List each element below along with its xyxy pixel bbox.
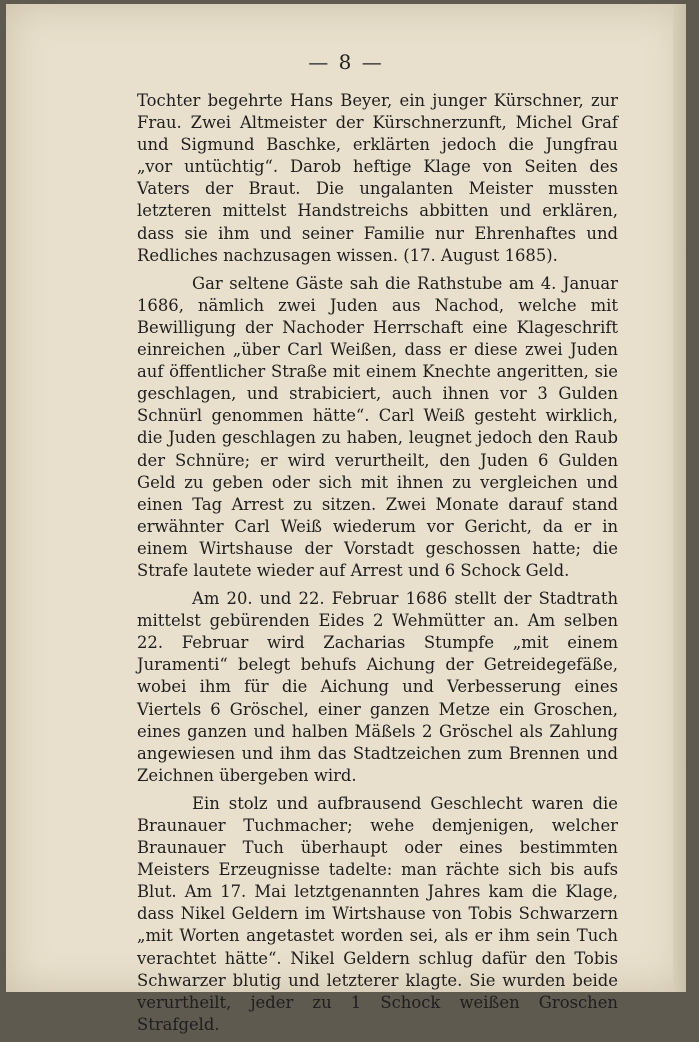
book-page <box>6 4 686 1034</box>
page-edge <box>673 4 686 992</box>
page-number: — 8 — <box>308 50 384 74</box>
paragraph-1: Tochter begehrte Hans Beyer, ein junger Kürschner, zur Frau. Zwei Altmeister der Kürschnerzunft, Michel Graf und Sigmund Baschke, erklärten jedoch die Jungfrau „vor untüchtig“. Darob heftige Klage von Seiten des Vaters der Braut. Die ungalanten Meister mussten letzteren mittelst Handstreichs abbitten und erklären, dass sie ihm und seiner Familie nur Ehrenhaftes und Redliches nachzusagen wissen. (17. August 1685). <box>137 91 618 265</box>
paragraph-2: Gar seltene Gäste sah die Rathstube am 4. Januar 1686, nämlich zwei Juden aus Nachod, welche mit Bewilligung der Nachoder Herrschaft eine Klageschrift einreichen „über Carl Weißen, dass er diese zwei Juden auf öffentlicher Straße mit einem Knechte angeritten, sie geschlagen, und strabiciert, auch ihnen vor 3 Gulden Schnürl genommen hätte“. Carl Weiß gesteht wirklich, die Juden geschlagen zu haben, leugnet jedoch den Raub der Schnüre; er wird verurtheilt, den Juden 6 Gulden Geld zu geben oder sich mit ihnen zu vergleichen und einen Tag Arrest zu sitzen. Zwei Monate darauf stand erwähnter Carl Weiß wiederum vor Gericht, da er in einem Wirtshause der Vorstadt geschossen hatte; die Strafe lautete wieder auf Arrest und 6 Schock Geld. <box>137 273 618 580</box>
paragraph-3: Am 20. und 22. Februar 1686 stellt der Stadtrath mittelst gebürenden Eides 2 Wehmütter an. Am selben 22. Februar wird Zacharias Stumpfe „mit einem Juramenti“ belegt behufs Aichung der Getreidegefäße, wobei ihm für die Aichung und Verbesserung eines Viertels 6 Gröschel, einer ganzen Metze ein Groschen, eines ganzen und halben Mäßels 2 Gröschel als Zahlung angewiesen und ihm das Stadtzeichen zum Brennen und Zeichnen übergeben wird. <box>137 589 618 785</box>
body-text <box>137 90 618 1042</box>
paragraph-4: Ein stolz und aufbrausend Geschlecht waren die Braunauer Tuchmacher; wehe demjenigen, welcher Braunauer Tuch überhaupt oder eines bestimmten Meisters Erzeugnisse tadelte: man rächte sich bis aufs Blut. Am 17. Mai letztgenannten Jahres kam die Klage, dass Nikel Geldern im Wirtshause von Tobis Schwarzern „mit Worten angetastet worden sei, als er ihm sein Tuch verachtet hätte“. Nikel Geldern schlug dafür den Tobis Schwarzer blutig und letzterer klagte. Sie wurden beide verurtheilt, jeder zu 1 Schock weißen Groschen Strafgeld. <box>137 793 618 1034</box>
